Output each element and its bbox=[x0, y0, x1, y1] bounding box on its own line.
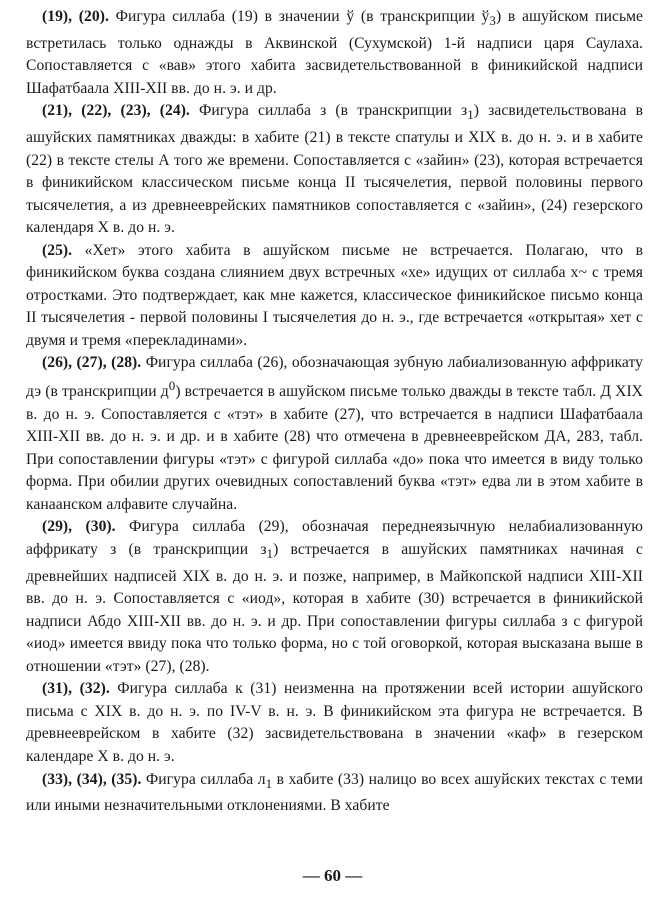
paragraph-rest: ) в ашуйском письме встретилась только однажды в Аквинской (Сухумской) 1-й надписи царя Саулаха. Сопоставляется с «вав» этого хабита засвидетельствованной в финикийской надписи Шафатбаала XIII-XII вв. до н. э. и др. bbox=[26, 8, 643, 97]
paragraph bbox=[26, 516, 643, 678]
figure-refs: (21), (22), (23), (24). bbox=[42, 102, 190, 120]
transcription-subscript: 3 bbox=[489, 13, 496, 29]
paragraph-rest: в хабите (33) налицо во всех ашуйских текстах с теми или иными незначительными отклонениями. В хабите bbox=[26, 770, 644, 815]
figure-refs: (33), (34), (35). bbox=[42, 770, 142, 788]
paragraph-rest: ) встречается в ашуйских памятниках начиная с древнейших надписей XIX в. до н. э. и позже, например, в Майкопской надписи XIII-XII вв. до н. э. Сопоставляется с «иод», которая в хабите (30) встречается в финикийской надписи Абдо XIII-XII вв. до н. э. и др. При сопоставлении фигуры силлаба з с фигурой «иод» имеется ввиду пока что только форма, но с той оговоркой, которая высказана выше в отношении «тэт» (27), (28). bbox=[26, 540, 643, 675]
transcription-subscript: 1 bbox=[266, 546, 274, 562]
paragraph-lead: Фигура силлаба (26), обозначающая зубную лабиализованную аффрикату дэ (в транскрипции д bbox=[26, 354, 644, 401]
transcription-subscript: 1 bbox=[467, 107, 474, 123]
paragraph bbox=[26, 352, 643, 516]
paragraph bbox=[26, 100, 643, 239]
figure-refs: (29), (30). bbox=[42, 518, 116, 536]
figure-refs: (19), (20). bbox=[42, 8, 109, 25]
figure-refs: (25). bbox=[42, 241, 73, 259]
paragraph-lead: Фигура силлаба (19) в значении ў (в транскрипции ў bbox=[115, 8, 490, 25]
paragraph bbox=[26, 240, 643, 353]
paragraph-rest: ) засвидетельствована в ашуйских памятниках дважды: в хабите (21) в тексте спатулы и XIX в. до н. э. и в хабите (22) в тексте стелы А того же времени. Сопоставляется с «зайин» (23), которая встречается в финикийском классическом письме конца II тысячелетия, первой половины первого тысячелетия, а из древнееврейских памятников сопоставляется с «зайин», (24) гезерского календаря X в. до н. э. bbox=[26, 102, 643, 237]
paragraph-lead: Фигура силлаба л bbox=[145, 770, 266, 788]
page-number: — 60 — bbox=[302, 866, 363, 885]
paragraph-lead: Фигура силлаба (29), обозначая переднеязычную нелабиализованную аффрикату з (в транскрипции з bbox=[26, 518, 643, 558]
figure-refs: (31), (32). bbox=[42, 680, 110, 698]
body-text bbox=[26, 6, 643, 818]
transcription-superscript: 0 bbox=[168, 377, 176, 393]
paragraph-rest: ) встречается в ашуйском письме только дважды в тексте табл. Д XIX в. до н. э. Сопоставляется с «тэт» в хабите (27), что встречается в надписи Шафатбаала XIII-XII вв. до н. э. и др. и в хабите (28) что отмечена в древнееврейском ДА, 283, табл. При сопоставлении фигуры «тэт» с фигурой силлаба «до» пока что имеется в виду только форма. При обилии других очевидных сопоставлений буква «тэт» едва ли в этом хабите в канаанском алфавите случайна. bbox=[26, 383, 643, 513]
paragraph-lead: «Хет» этого хабита в ашуйском письме не встречается. Полагаю, что в финикийском буква создана слиянием двух встречных «хе» идущих от силлаба х~ с тремя отростками. Это подтверждает, как мне кажется, классическое финикийское письмо конца II тысячелетия - первой половины I тысячелетия до н. э., где встречается «открытая» хет с двумя и тремя «перекладинами». bbox=[26, 241, 643, 349]
paragraph bbox=[26, 769, 643, 818]
figure-refs: (26), (27), (28). bbox=[42, 354, 142, 372]
paragraph-lead: Фигура силлаба з (в транскрипции з bbox=[199, 102, 468, 120]
transcription-subscript: 1 bbox=[265, 775, 273, 791]
paragraph-lead: Фигура силлаба к (31) неизменна на протяжении всей истории ашуйского письма с XIX в. до н. э. по IV-V в. н. э. В финикийском эта фигура не встречается. В древнееврейском в хабите (32) засвидетельствована в значении «каф» в гезерском календаре X в. до н. э. bbox=[26, 680, 643, 766]
paragraph bbox=[26, 6, 643, 100]
paragraph bbox=[26, 678, 643, 768]
